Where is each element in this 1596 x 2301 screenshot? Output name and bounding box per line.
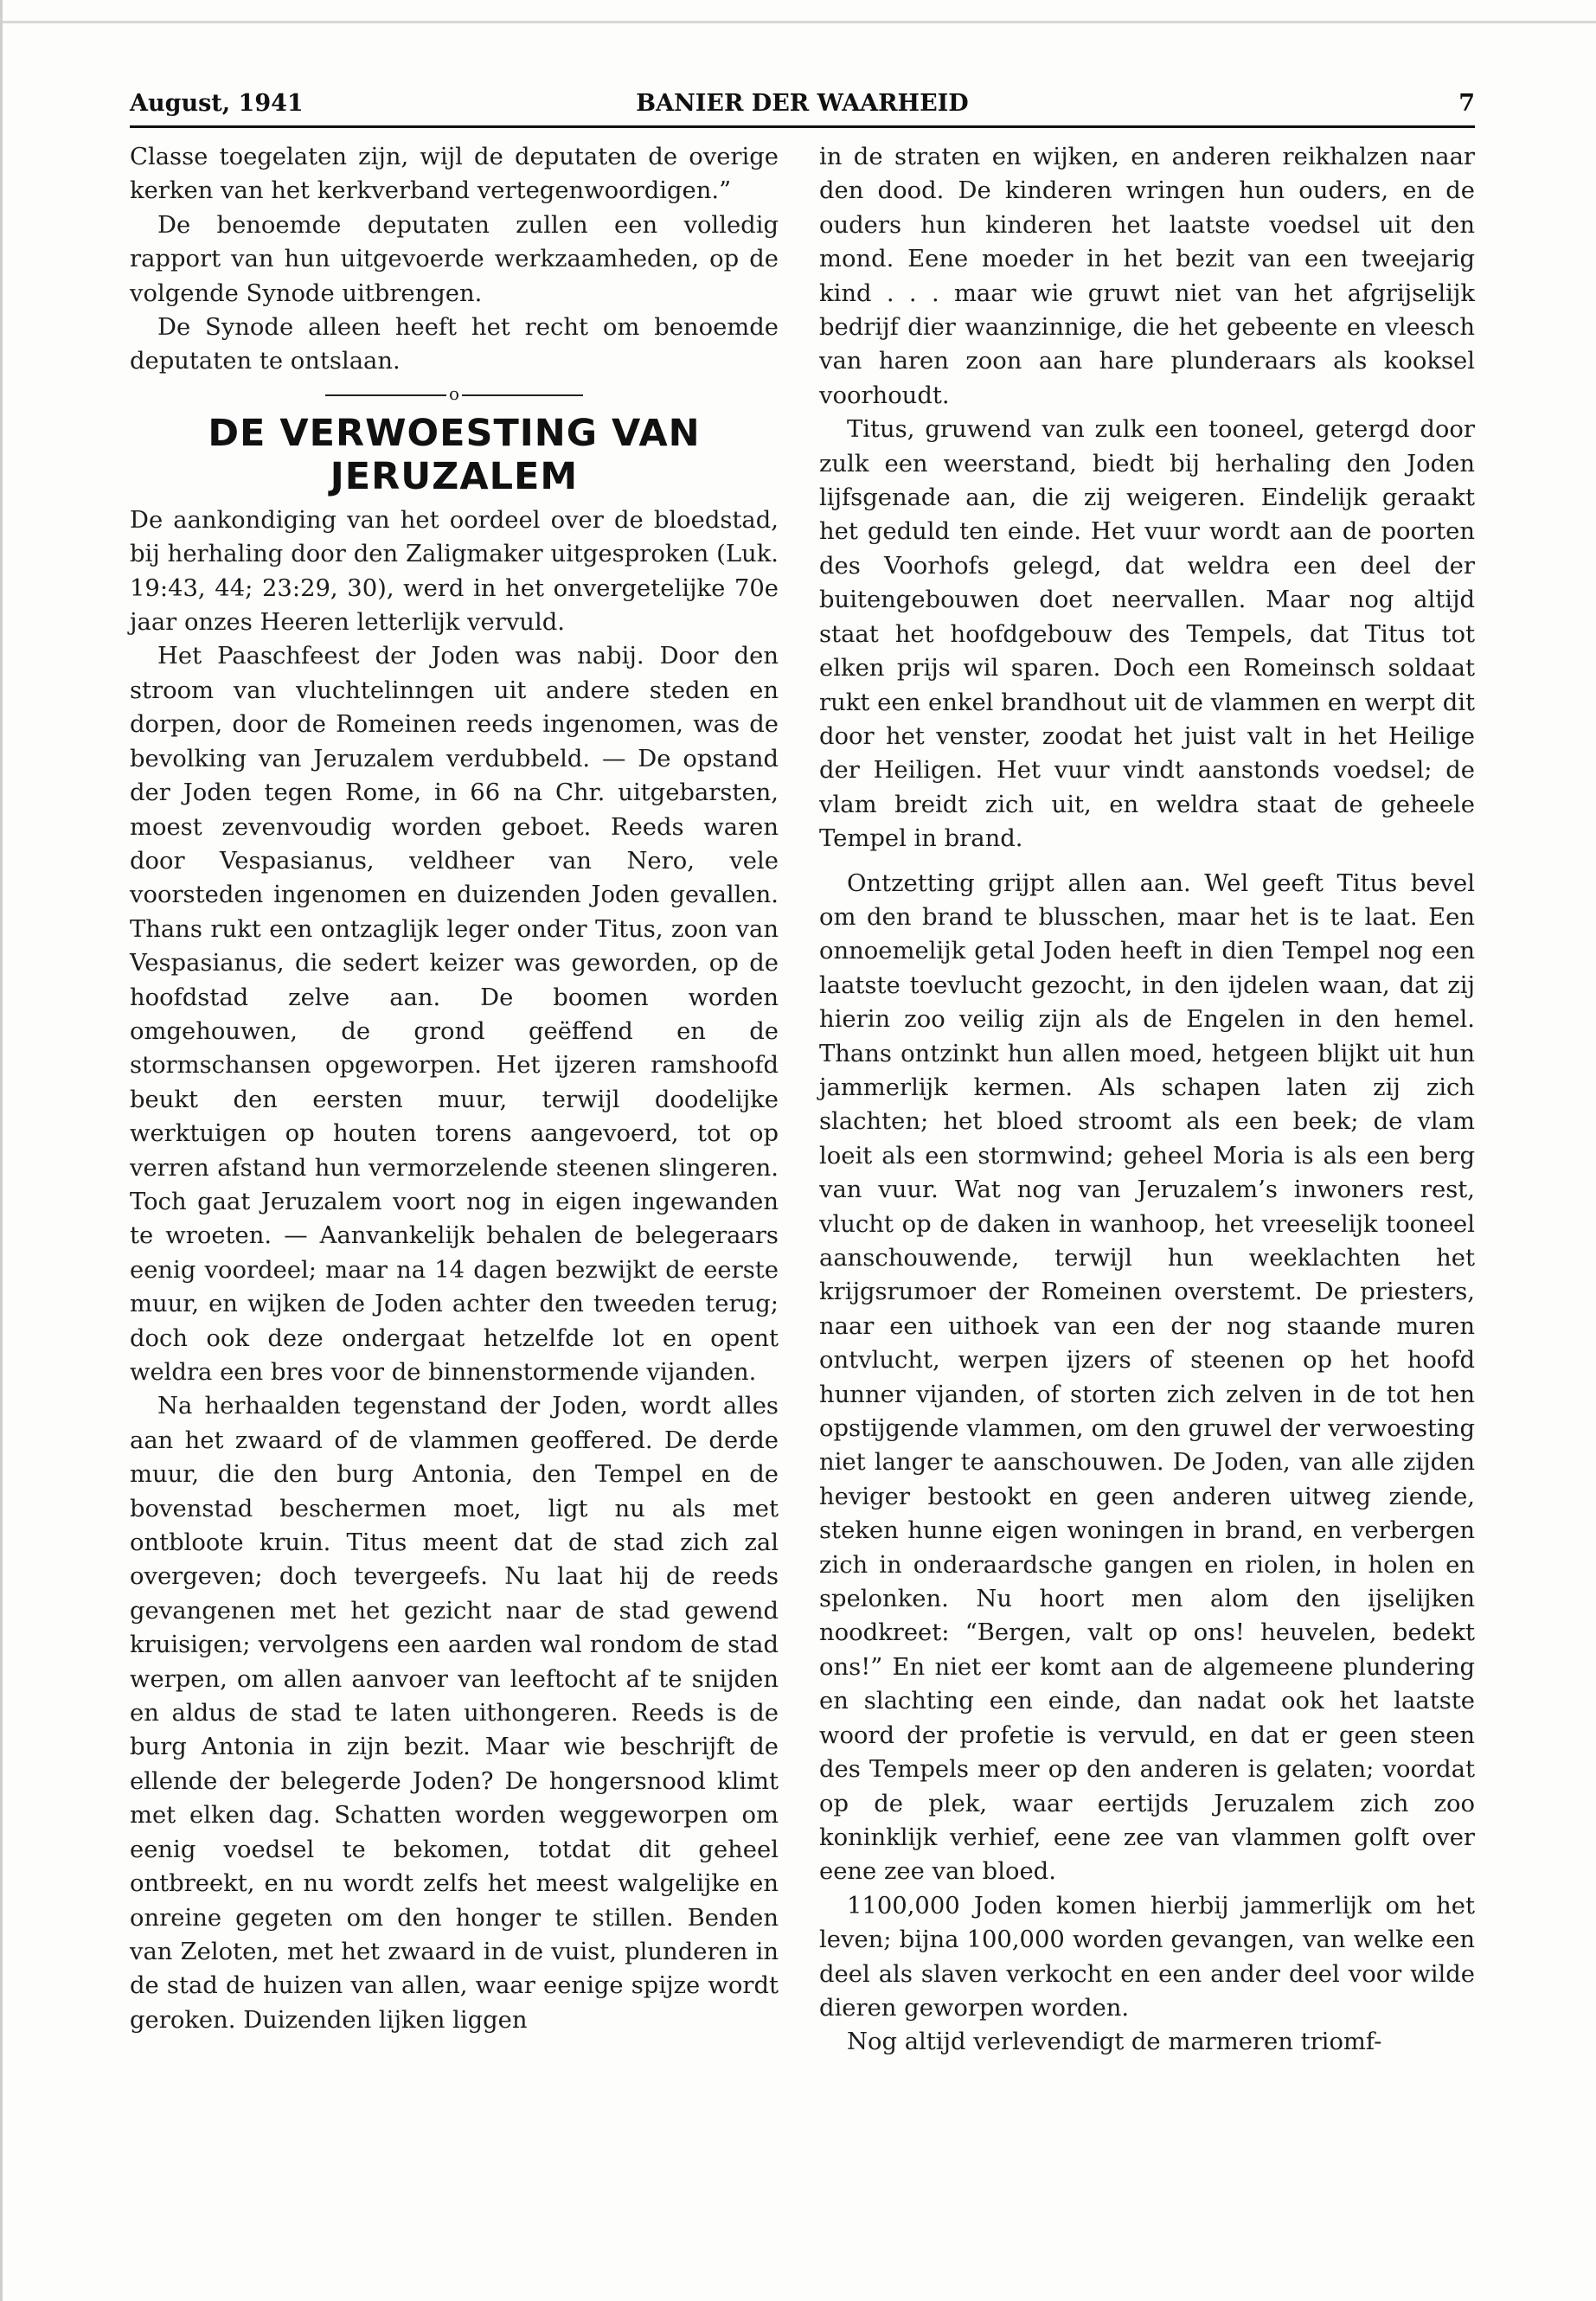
section-divider: [130, 382, 779, 408]
header-date: August, 1941: [130, 90, 304, 117]
article-paragraph: Na herhaalden tegenstand der Joden, wordt alles aan het zwaard of de vlammen geoffered. De derde muur, die den burg Antonia, den Tempel en de bovenstad beschermen moet, ligt nu als met ontbloote kruin. Titus meent dat de stad zich zal overgeven; doch tevergeefs. Nu laat hij de reeds gevangenen met het gezicht naar de stad gewend kruisigen; vervolgens een aarden wal rondom de stad werpen, om allen aanvoer van leeftocht af te snijden en aldus de stad te laten uithongeren. Reeds is de burg Antonia in zijn bezit. Maar wie beschrijft de ellende der belegerde Joden? De hongersnood klimt met elken dag. Schatten worden weggeworpen om eenig voedsel te bekomen, totdat dit geheel ontbreekt, en nu wordt zelfs het meest walgelijke en onreine gegeten om den honger te stillen. Benden van Zeloten, met het zwaard in de vuist, plunderen in de stad de huizen van allen, waar eenige spijze wordt geroken. Duizenden lijken liggen: [130, 1393, 779, 2034]
header-publication-title: BANIER DER WAARHEID: [636, 90, 969, 117]
header-rule: [130, 125, 1475, 128]
intro-paragraph: Classe toegelaten zijn, wijl de deputaten de overige kerken van het kerkverband vertegenwoordigen.”: [130, 144, 779, 205]
running-header: [130, 90, 1475, 125]
intro-paragraph: De benoemde deputaten zullen een volledig rapport van hun uitgevoerde werkzaamheden, op de volgende Synode uitbrengen.: [130, 211, 779, 307]
article-paragraph: Nog altijd verlevendigt de marmeren triomf-: [847, 2029, 1382, 2056]
intro-paragraph: De Synode alleen heeft het recht om benoemde deputaten te ontslaan.: [130, 314, 779, 375]
right-column: [819, 140, 1475, 2060]
article-paragraph: Titus, gruwend van zulk een tooneel, getergd door zulk een weerstand, biedt bij herhaling den Joden lijfsgenade aan, die zij weigeren. Eindelijk geraakt het geduld ten einde. Het vuur wordt aan de poorten des Voorhofs gelegd, dat weldra een deel der buitengebouwen doet neervallen. Maar nog altijd staat het hoofdgebouw des Tempels, dat Titus tot elken prijs wil sparen. Doch een Romeinsch soldaat rukt een enkel brandhout uit de vlammen en werpt dit door het venster, zoodat het juist valt in het Heilige der Heiligen. Het vuur vindt aanstonds voedsel; de vlam breidt zich uit, en weldra staat de geheele Tempel in brand.: [819, 416, 1475, 853]
scan-edge-top: [0, 21, 1596, 23]
article-paragraph: Het Paaschfeest der Joden was nabij. Door den stroom van vluchtelinngen uit andere steden en dorpen, door de Romeinen reeds ingenomen, was de bevolking van Jeruzalem verdubbeld. — De opstand der Joden tegen Rome, in 66 na Chr. uitgebarsten, moest zevenvoudig worden geboet. Reeds waren door Vespasianus, veldheer van Nero, vele voorsteden ingenomen en duizenden Joden gevallen. Thans rukt een ontzaglijk leger onder Titus, zoon van Vespasianus, die sedert keizer was geworden, op de hoofdstad zelve aan. De boomen worden omgehouwen, de grond geëffend en de stormschansen opgeworpen. Het ijzeren ramshoofd beukt den eersten muur, terwijl doodelijke werktuigen op houten torens aangevoerd, tot op verren afstand hun vermorzelende steenen slingeren. Toch gaat Jeruzalem voort nog in eigen ingewanden te wroeten. — Aanvankelijk behalen de belegeraars eenig voordeel; maar na 14 dagen bezwijkt de eerste muur, en wijken de Joden achter den tweeden terug; doch ook deze ondergaat hetzelfde lot en opent weldra een bres voor de binnenstormende vijanden.: [130, 643, 779, 1386]
divider-line-right: [462, 394, 583, 396]
article-paragraph: Ontzetting grijpt allen aan. Wel geeft Titus bevel om den brand te blusschen, maar het is te laat. Een onnoemelijk getal Joden heeft in dien Tempel nog een laatste toevlucht gezocht, in den ijdelen waan, dat zij hierin zoo veilig zijn als de Engelen in den hemel. Thans ontzinkt hun allen moed, hetgeen blijkt uit hun jammerlijk kermen. Als schapen laten zij zich slachten; het bloed stroomt als een beek; de vlam loeit als een stormwind; geheel Moria is als een berg van vuur. Wat nog van Jeruzalem’s inwoners rest, vlucht op de daken in wanhoop, het vreeselijk tooneel aanschouwende, terwijl hun weeklachten het krijgsrumoer der Romeinen overstemt. De priesters, naar een uithoek van een der nog staande muren ontvlucht, werpen ijzers of steenen op het hoofd hunner vijanden, of storten zich zelven in de tot hen opstijgende vlammen, om den gruwel der verwoesting niet langer te aanschouwen. De Joden, van alle zijden heviger bestookt en geen anderen uitweg ziende, steken hunne eigen woningen in brand, en verbergen zich in onderaardsche gangen en riolen, in holen en spelonken. Nu hoort men alom den ijselijken noodkreet: “Bergen, valt op ons! heuvelen, bedekt ons!” En niet eer komt aan de algemeene plundering en slachting een einde, dan nadat ook het laatste woord der profetie is vervuld, en dat er geen steen des Tempels meer op den anderen is gelaten; voordat op de plek, waar eertijds Jeruzalem zich zoo koninklijk verhief, eene zee van vlammen golft over eene zee van bloed.: [819, 869, 1475, 1886]
article-paragraph: 1100,000 Joden komen hierbij jammerlijk om het leven; bijna 100,000 worden gevangen, van welke een deel als slaven verkocht en een ander deel voor wilde dieren geworpen worden.: [819, 1892, 1475, 2022]
left-column: [130, 140, 779, 2037]
header-page-number: 7: [1458, 90, 1475, 117]
article-paragraph: De aankondiging van het oordeel over de bloedstad, bij herhaling door den Zaligmaker uitgesproken (Luk. 19:43, 44; 23:29, 30), werd in het onvergetelijke 70e jaar onzes Heeren letterlijk vervuld.: [130, 506, 779, 637]
scan-edge-left: [0, 0, 3, 2301]
article-paragraph: in de straten en wijken, en anderen reikhalzen naar den dood. De kinderen wringen hun ouders, en de ouders hun kinderen het laatste voedsel uit den mond. Eene moeder in het bezit van een tweejarig kind . . . maar wie gruwt niet van het afgrijselijk bedrijf dier waanzinnige, die het gebeente en vleesch van haren zoon aan hare plunderaars als kooksel voorhoudt.: [819, 144, 1475, 409]
divider-line-left: [325, 394, 446, 396]
divider-mark: o: [448, 382, 460, 404]
article-title: DE VERWOESTING VAN JERUZALEM: [208, 411, 701, 498]
